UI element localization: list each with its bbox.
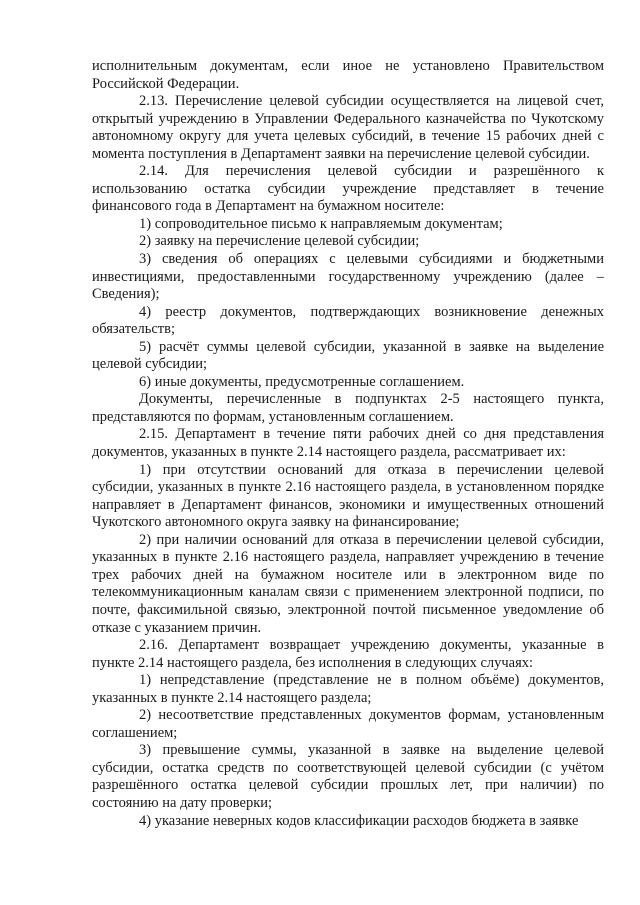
paragraph-2-14: 2.14. Для перечисления целевой субсидии и разрешённого к использованию остатка субсидии учреждение представляет в течение финансового года в Департамент на бумажном носителе: (92, 163, 604, 215)
paragraph-2-16: 2.16. Департамент возвращает учреждению документы, указанные в пункте 2.14 настоящего раздела, без исполнения в следующих случаях: (92, 637, 604, 671)
paragraph-continuation: исполнительным документам, если иное не установлено Правительством Российской Федерации. (92, 58, 604, 92)
list-item-2-16-4: 4) указание неверных кодов классификации расходов бюджета в заявке (139, 812, 579, 829)
document-page (92, 58, 604, 830)
list-item-2-14-3: 3) сведения об операциях с целевыми субсидиями и бюджетными инвестициями, предоставленными государственному учреждению (далее – Сведения); (92, 251, 604, 303)
list-item-2-14-1: 1) сопроводительное письмо к направляемым документам; (139, 215, 503, 232)
paragraph-2-15: 2.15. Департамент в течение пяти рабочих дней со дня представления документов, указанных в пункте 2.14 настоящего раздела, рассматривает их: (92, 426, 604, 461)
list-item-2-16-1: 1) непредставление (представление не в полном объёме) документов, указанных в пункте 2.14 настоящего раздела; (92, 672, 604, 706)
list-item-2-15-2: 2) при наличии оснований для отказа в перечислении целевой субсидии, указанных в пункте 2.16 настоящего раздела, направляет учреждению в течение трех рабочих дней на бумажном носителе или в электронном виде по телекоммуникационным каналам связи с применением электронной подписи, по почте, факсимильной связью, электронной почтой письменное уведомление об отказе с указанием причин. (92, 531, 604, 636)
list-item-2-14-6: 6) иные документы, предусмотренные соглашением. (139, 373, 465, 390)
list-item-2-16-3: 3) превышение суммы, указанной в заявке на выделение целевой субсидии, остатка средств по соответствующей целевой субсидии (с учётом разрешённого остатка целевой субсидии прошлых лет, при наличии) по состоянию на дату проверки; (92, 742, 604, 811)
list-item-2-16-2: 2) несоответствие представленных документов формам, установленным соглашением; (92, 707, 604, 741)
list-item-2-15-1: 1) при отсутствии оснований для отказа в перечислении целевой субсидии, указанных в пункте 2.16 настоящего раздела, в установленном порядке направляет в Департамент финансов, экономики и имущественных отношений Чукотского автономного округа заявку на финансирование; (92, 461, 604, 531)
paragraph-2-13: 2.13. Перечисление целевой субсидии осуществляется на лицевой счет, открытый учреждению в Управлении Федерального казначейства по Чукотскому автономному округу для учета целевых субсидий, в течение 15 рабочих дней с момента поступления в Департамент заявки на перечисление целевой субсидии. (92, 93, 604, 162)
paragraph-2-14-note: Документы, перечисленные в подпунктах 2-5 настоящего пункта, представляются по формам, установленным соглашением. (92, 391, 604, 425)
list-item-2-14-2: 2) заявку на перечисление целевой субсидии; (139, 233, 420, 250)
list-item-2-14-4: 4) реестр документов, подтверждающих возникновение денежных обязательств; (92, 303, 604, 338)
list-item-2-14-5: 5) расчёт суммы целевой субсидии, указанной в заявке на выделение целевой субсидии; (92, 338, 604, 373)
